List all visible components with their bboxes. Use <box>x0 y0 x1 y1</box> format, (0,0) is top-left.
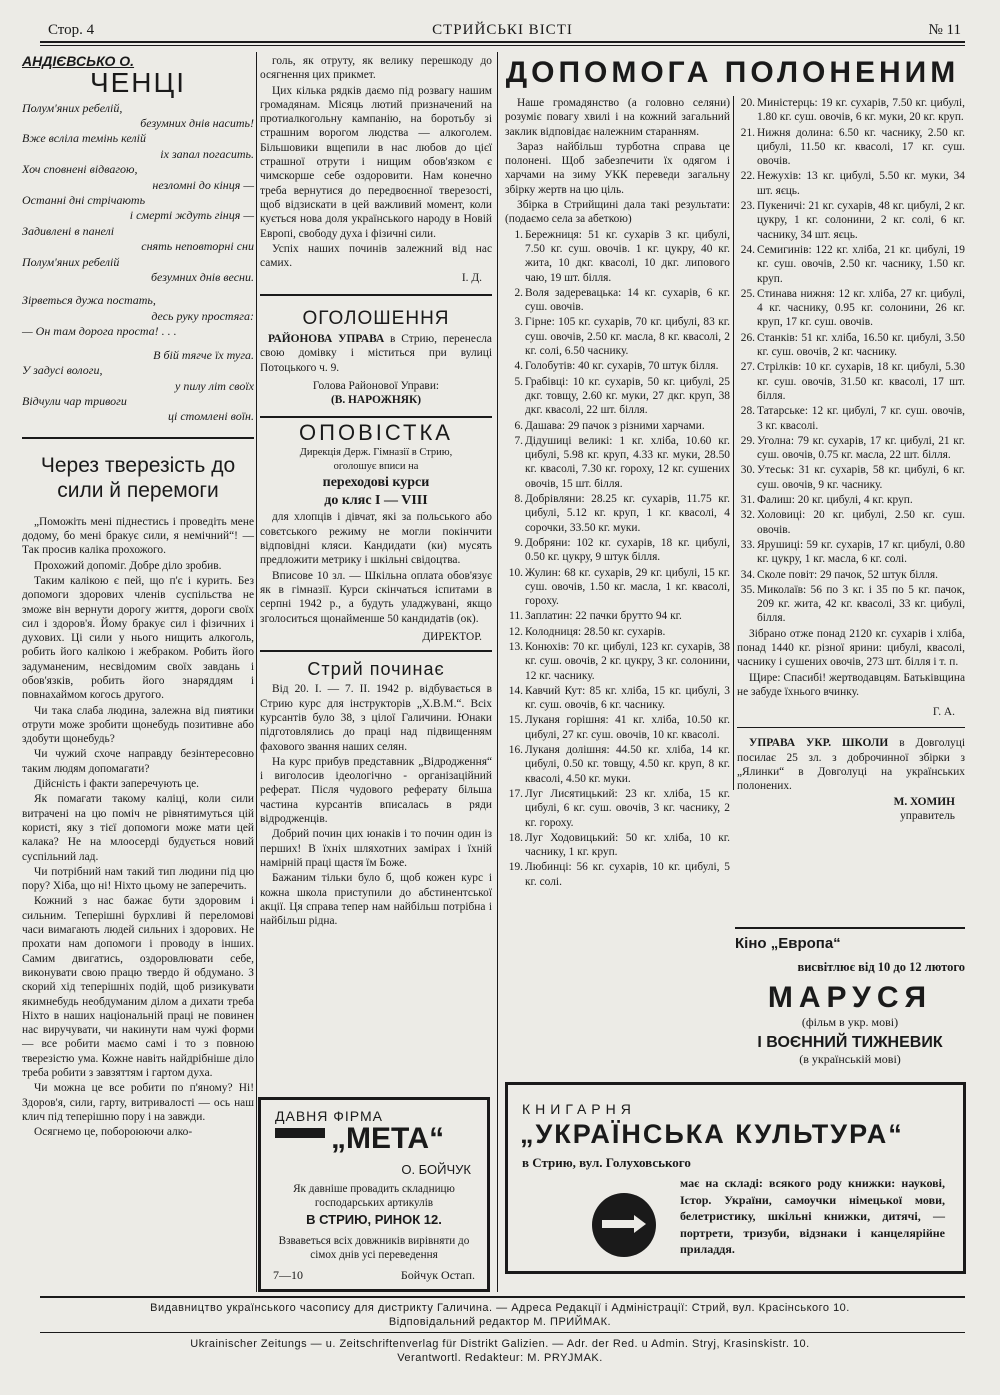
film-note: (фільм в укр. мові) <box>801 1015 899 1029</box>
poem-line: Відчули чар тривоги <box>22 393 127 408</box>
poem-author: АНДІЄВСЬКО О. <box>22 53 135 69</box>
section-rule <box>22 437 254 439</box>
notice-text: в Стрию, перенесла свою домівку і міститься при вулиці Потоцького ч. 9. <box>260 333 492 374</box>
aid-item-text: Жулин: 68 кг. сухарів, 29 кг. цибулі, 15 кг. суш. овочів, 1.50 кг. масла, 1 кг. квасолі, гороху. <box>525 566 730 608</box>
aid-item-number: 8. <box>514 493 523 506</box>
poem-stanza-gap <box>22 340 254 348</box>
aid-item-text: Луг Ходовицький: 50 кг. хліба, 10 кг. часнику, 1 кг. круп. <box>525 831 730 859</box>
paragraph: Таким калікою є пей, що п'є і курить. Без допомоги здорових членів суспільства не зможе він вернути дорогу життя, дороги своїх сил і здоров'я. Йому бракує сил і фізичних і духових. Ці сили у нього нищить алкоголь, робить його калікою і жебраком. Робить його задуманеним, несвідомим своїх завдань і обов'язків, робить його знаряддям і повнахаймом когось другого. <box>22 574 254 702</box>
advertisement-meta <box>258 1097 490 1292</box>
aid-item-number: 20. <box>740 97 755 109</box>
paragraph: Чи можна це все робити по п'яному? Ні! Здоров'я, сили, гарту, витривалості — ось наш клич під теперішню пору і на завжди. <box>22 1082 254 1123</box>
poem-line: Вже всліла темінь келій <box>22 131 146 146</box>
aid-item-text: Стрілків: 10 кг. сухарів, 18 кг. цибулі, 5.30 кг. суш. овочів, 31.50 кг. квасолі, 17 шт. білля. <box>757 361 965 402</box>
aid-list-item <box>737 169 965 198</box>
aid-item-text: Миністерць: 19 кг. сухарів, 7.50 кг. цибулі, 1.80 кг. суш. овочів, 6 кг. муки, 20 кг. круп. <box>757 97 965 124</box>
page-number: Стор. 4 <box>48 22 95 38</box>
aid-list-item <box>505 684 730 713</box>
cinema-dates: висвітлює від 10 до 12 лютого <box>797 960 965 974</box>
bookshop-address: в Стрию, вул. Голуховського <box>522 1155 691 1170</box>
school-name: УПРАВА УКР. ШКОЛИ <box>749 737 889 750</box>
film-title: МАРУСЯ <box>767 981 933 1014</box>
section-rule <box>737 727 965 728</box>
poem-line: у пилу літ своїх <box>175 378 254 393</box>
aid-list <box>737 96 965 626</box>
aid-list-item <box>505 625 730 639</box>
aid-list-item <box>737 331 965 360</box>
aid-item-number: 24. <box>740 243 755 256</box>
paragraph: Успіх наших починів залежний від нас самих. <box>260 242 492 270</box>
article-signature: І. Д. <box>461 272 482 285</box>
aid-item-text: Татарське: 12 кг. цибулі, 7 кг. суш. овочів, 3 кг. квасолі. <box>757 405 965 432</box>
paragraph: „Поможіть мені піднестись і проведіть мене додому, бо мені бракує сили, я немічний“! — Так просив калiка прохожого. <box>22 515 254 557</box>
aid-item-text: Дашава: 29 пачок з різними харчами. <box>525 419 705 432</box>
paragraph: Осягнемо це, побороюючи алко- <box>34 1126 193 1139</box>
aid-item-number: 23. <box>740 200 755 213</box>
cinema-name: Кіно „Европа“ <box>735 935 841 952</box>
aid-item-number: 2. <box>514 286 523 299</box>
aid-intro: Наше громадянство (а головно селяни) розуміє повагу хвилі і на кожний загальний заклик відповідає належним старанням. <box>505 97 730 138</box>
announcement-course: переходові курси <box>322 475 430 491</box>
aid-item-number: 4. <box>514 360 523 373</box>
aid-item-number: 12. <box>508 625 523 638</box>
poem-line: іх запал погасить. <box>160 146 254 161</box>
aid-item-number: 22. <box>740 170 755 183</box>
aid-item-text: Холовиці: 20 кг. цибулі, 2.50 кг. суш. овочів. <box>757 509 965 536</box>
school-signer: М. ХОМИН <box>893 795 955 808</box>
aid-intro: Збірка в Стрийщині дала такі результати: (подаємо села за абеткою) <box>505 199 730 226</box>
aid-list-item <box>737 568 965 582</box>
aid-item-text: Луканя горішня: 41 кг. хліба, 10.50 кг. цибулі, 27 кг. суш. овочів, 10 кг. квасолі. <box>525 714 730 741</box>
poem-line: Задивлені в панелі <box>22 223 115 238</box>
aid-item-number: 34. <box>740 568 755 581</box>
advertisement-bookshop <box>505 1082 966 1274</box>
aid-item-text: Сколе повіт: 29 пачок, 52 штук білля. <box>757 568 938 581</box>
ad-text: Як давніше провадить складницю господарських артикулів <box>293 1183 455 1209</box>
poem-line: Останні дні стрічають <box>22 193 146 208</box>
aid-item-number: 10. <box>508 566 523 579</box>
aid-list-item <box>505 860 730 889</box>
poem-line: Полум'яних ребелій, <box>22 100 123 115</box>
aid-list-item <box>737 96 965 125</box>
aid-list-item <box>505 228 730 285</box>
aid-list-item <box>505 640 730 683</box>
ad-place: В СТРИЮ, РИНОК 12. <box>306 1212 442 1227</box>
aid-item-text: Пукеничі: 21 кг. сухарів, 48 кг. цибулі, 2 кг. цукру, 1 кг. солонини, 2 кг. солі, 6 кг. часнику, 34 шт. яєць. <box>757 200 965 241</box>
aid-item-text: Нежухів: 13 кг. цибулі, 5.50 кг. муки, 34 шт. яєць. <box>757 170 965 197</box>
newsreel-note: (в українській мові) <box>799 1052 901 1066</box>
aid-list <box>505 228 730 889</box>
aid-item-text: Конюхів: 70 кг. цибулі, 123 кг. сухарів, 38 кг. суш. овочів, 2 кг. цукру, 3 кг. солонини, 12 кг. часнику. <box>525 640 730 682</box>
column-left <box>22 54 254 1140</box>
aid-item-number: 16. <box>508 744 523 757</box>
paragraph: Чи така слаба людина, залежна від пиятики отрути може зробити щонебудь позитивне або здобути щонебудь? <box>22 704 254 746</box>
aid-list-item <box>737 287 965 330</box>
aid-item-text: Луг Лисятицький: 23 кг. хліба, 15 кг. цибулі, 6 кг. суш. овочів, 3 кг. часнику, 2 кг. гороху. <box>525 787 730 829</box>
aid-list-item <box>505 609 730 623</box>
paragraph: Кожний з нас бажає бути здоровим і сильним. Теперішні бурхливі й переломові часи вимагають людей сильних і здорових. Не прохати нам допомоги і проводу в інших. Самим двигатись, оздоровлювати себе, виконувати свою працю твердо й обдумано. З скорий хід теперішніх подій, щоб ризикувати якимнебудь необдуманим ділом а дихати треба Ніхто в наших національній праці не повинен нас виручувати, чи накинути нам чужі форми — все робити маємо самі і то з повною тверезістю ума. Кожне навіть найдрібніше діло треба робити з завзяттям і гартом духа. <box>22 895 254 1079</box>
aid-item-text: Добрівляни: 28.25 кг. сухарів, 11.75 кг. цибулі, 5.12 кг. круп, 1 кг. квасолі, 4 сорочки, 33.50 кг. муки. <box>525 493 730 534</box>
paragraph: голь, як отруту, як велику перешкоду до осягнення цих прикмет. <box>260 55 492 82</box>
aid-item-text: Добряни: 102 кг. сухарів, 18 кг. цибулі, 0.50 кг. цукру, 9 штук білля. <box>525 536 730 564</box>
aid-list-item <box>737 538 965 567</box>
notice-org: РАЙОНОВА УПРАВА <box>268 333 385 346</box>
aid-list-item <box>737 493 965 507</box>
ad-signature: Бойчук Остап. <box>400 1268 475 1282</box>
aid-list-item <box>737 434 965 463</box>
aid-column-left <box>505 96 730 890</box>
announcement-text: Вписове 10 зл. — Шкільна оплата обов'язує як в гімназії. Курси скінчаться іспитами в серпні 1942 р., а будуть уладжувані, якщо зголоситься щонайменше 50 кандидатів (ок). <box>260 569 492 625</box>
aid-item-number: 17. <box>508 787 523 800</box>
aid-item-text: Стинава нижня: 12 кг. хліба, 27 кг. цибулі, 4 кг. часнику, 0.95 кг. солонини, 26 кг. круп, 17 кг. суш. овочів. <box>757 287 965 329</box>
aid-list-item <box>737 126 965 169</box>
footer-line: Verantwortl. Redakteur: M. PRYJMAK. <box>397 1352 603 1364</box>
aid-item-text: Луканя долішня: 44.50 кг. хліба, 14 кг. цибулі, 0.50 кг. товщу, 4.50 кг. круп, 8 кг. квасолі, 4.50 кг. муки. <box>525 744 730 785</box>
aid-item-number: 29. <box>740 434 755 447</box>
aid-item-number: 5. <box>514 375 523 388</box>
paragraph: Як помагати такому каліці, коли сили витрачені на цю поміч не рівнятимуться цій користі, яку з тієї допомоги може мати цей калака? Не на млоосерді будується новий суспільний лад. <box>22 793 254 863</box>
ad-owner: О. БОЙЧУК <box>401 1162 471 1177</box>
aid-item-number: 13. <box>508 640 523 653</box>
paragraph: На курс прибув представник „Відродження“ і виголосив ідеологічно - організаційний реферат. Після чудового реферату більша частина курсантів вписалась в ряди відродженців. <box>260 755 492 826</box>
school-role: управитель <box>900 809 955 822</box>
aid-list-item <box>505 566 730 609</box>
aid-item-text: Станків: 51 кг. хліба, 16.50 кг. цибулі, 3.50 кг. суш. овочів, 2 кг. часнику. <box>757 331 965 359</box>
aid-list-item <box>737 243 965 286</box>
aid-item-text: Миколаїв: 56 по 3 кг. і 35 по 5 кг. пачок, 209 кг. жита, 42 кг. квасолі, 33 кг. цибулі, білля. <box>757 583 965 625</box>
aid-item-number: 7. <box>514 434 523 447</box>
poem-line: безумних днів весни. <box>151 270 254 285</box>
ad-note: Взваветься всіх довжників вирівняти до сімох днів усі переведення <box>278 1235 470 1261</box>
aid-title: ДОПОМОГА ПОЛОНЕНИМ <box>505 56 960 89</box>
article-body <box>260 682 492 928</box>
aid-item-number: 19. <box>508 861 523 874</box>
aid-item-text: Дідушиці великі: 1 кг. хліба, 10.60 кг. цибулі, 5.98 кг. круп, 4.33 кг. муки, 28.50 кг. квасолі, 7.30 кг. гороху, 12 кг. сушених овочів, 15 шт. білля. <box>525 434 730 490</box>
aid-item-text: Любинці: 56 кг. сухарів, 10 кг. цибулі, 5 кг. солі. <box>525 861 730 888</box>
article-body <box>22 515 254 1140</box>
aid-item-number: 9. <box>514 536 523 549</box>
notice-sig-title: Голова Районової Управи: <box>312 379 440 392</box>
aid-item-number: 28. <box>740 405 755 418</box>
aid-item-text: Гірне: 105 кг. сухарів, 70 кг. цибулі, 83 кг. суш. овочів, 2.50 кг. масла, 8 кг. квасолі, 2 кг. солі, 6.50 часнику. <box>525 316 730 358</box>
announcement-classes: до кляс I — VIII <box>324 493 428 509</box>
paper-title: СТРИЙСЬКІ ВІСТІ <box>432 22 573 38</box>
aid-signature: Г. А. <box>932 706 955 719</box>
footer-rule <box>40 1296 965 1298</box>
issue-number: № 11 <box>928 22 961 38</box>
aid-item-text: Фалиш: 20 кг. цибулі, 4 кг. круп. <box>757 494 913 507</box>
poem-title: ЧЕНЦІ <box>89 67 187 99</box>
aid-item-number: 26. <box>740 331 755 344</box>
aid-item-text: Заплатин: 22 пачки брутто 94 кг. <box>525 610 682 623</box>
poem-line: десь руку простяга: <box>151 308 254 323</box>
poem-body <box>22 101 254 425</box>
aid-list-item <box>505 536 730 565</box>
cinema-ad <box>735 935 965 1067</box>
paragraph: Чи чужий схоче направду безінтересовно таким людям допомагати? <box>22 748 254 775</box>
bookshop-label: КНИГАРНЯ <box>522 1101 636 1117</box>
poem-line: У задусі вологи, <box>22 363 103 378</box>
paragraph: Бажаним тільки було б, щоб кожен курс і кожна школа приступили до абстинентської акції. Ця справа тепер нам найбільш потрібна і найбільш рідна. <box>260 872 492 928</box>
aid-item-number: 32. <box>740 509 755 522</box>
ad-firm-name: „МЕТА“ <box>331 1122 445 1155</box>
aid-list-item <box>737 508 965 537</box>
aid-list-item <box>737 583 965 626</box>
aid-item-number: 14. <box>508 684 523 697</box>
aid-item-number: 30. <box>740 464 755 477</box>
aid-item-text: Воля задеревацька: 14 кг. сухарів, 6 кг. суш. овочів. <box>525 286 730 314</box>
aid-list-item <box>505 787 730 830</box>
aid-item-number: 31. <box>740 494 755 507</box>
ad-code: 7—10 <box>273 1268 303 1282</box>
column-divider <box>256 52 257 1292</box>
aid-item-text: Семигинів: 122 кг. хліба, 21 кг. цибулі, 19 кг. суш. овочів, 2.50 кг. часнику, 1.50 кг. круп. <box>757 243 965 285</box>
aid-item-number: 21. <box>740 126 755 139</box>
aid-list-item <box>737 463 965 492</box>
poem-line: ці стомлені воїн. <box>167 409 254 424</box>
aid-item-text: Грабівці: 10 кг. сухарів, 50 кг. цибулі, 25 дкг. товщу, 2.60 кг. муки, 27 дкг. круп, 38 дкг. квасолі, 22 шт. білля. <box>525 375 730 417</box>
footer-rule <box>40 1332 965 1333</box>
aid-item-text: Кавчий Кут: 85 кг. хліба, 15 кг. цибулі, 3 кг. суш. овочів, 6 кг. часнику. <box>525 684 730 712</box>
ad-decor-bar <box>275 1128 325 1138</box>
aid-list-item <box>737 199 965 242</box>
announcement-line: оголошує вписи на <box>333 461 419 473</box>
paragraph: Від 20. І. — 7. ІІ. 1942 р. відбувається в Стрию курс для інструкторів „Х.В.М.“. Всіх курсантів було 38, з цілої Галичини. Юнаки підготовлялись до праці над підвищенням фахового звання наших селян. <box>260 683 492 753</box>
article-title: Через тверезість до сили й перемоги <box>40 453 236 502</box>
bookshop-text: має на складі: всякого роду книжки: наукові, Істор. України, самоучки німецької мови, белетристику, шкільні книжки, дитячі, — портрети, тризуби, відзнаки і канцелярійне приладдя. <box>680 1176 945 1256</box>
aid-list-item <box>505 375 730 418</box>
paragraph: Чи потрібний нам такий тип людини під цю пору? Хіба, що ні! Ніхто цьому не заперечить. <box>22 865 254 893</box>
announcement-text: для хлопців і дівчат, які за польського або совєтського режиму не могли покінчити відповідні кляси. Кандидати (ки) мусять предложити метрику і шкільні свідоцтва. <box>260 511 492 567</box>
poem-line: Хоч сповнені відвагою, <box>22 162 138 177</box>
aid-list-item <box>505 831 730 860</box>
footer-line: Відповідальний редактор М. ПРИЙМАК. <box>388 1316 612 1328</box>
announcement-title: ОПОВІСТКА <box>299 419 453 445</box>
article-continuation <box>260 54 492 270</box>
poem-line: снять неповторні сни <box>141 239 254 254</box>
aid-item-text: Голобутів: 40 кг. сухарів, 70 штук білля. <box>525 360 719 373</box>
aid-list-item <box>505 315 730 358</box>
aid-item-number: 33. <box>740 538 755 551</box>
column-middle <box>260 54 492 929</box>
header-rule <box>40 41 965 43</box>
announcement-signature: ДИРЕКТОР. <box>422 630 482 643</box>
section-rule <box>260 294 492 296</box>
aid-item-number: 27. <box>740 361 755 374</box>
aid-item-number: 1. <box>514 228 523 241</box>
page-header <box>40 22 965 42</box>
section-rule <box>260 650 492 652</box>
aid-item-number: 25. <box>740 287 755 300</box>
section-rule <box>735 927 965 929</box>
aid-column-right <box>737 96 965 823</box>
bookshop-name: „УКРАЇНСЬКА КУЛЬТУРА“ <box>520 1119 904 1149</box>
aid-item-number: 6. <box>514 419 523 432</box>
aid-item-text: Ярушиці: 59 кг. сухарів, 17 кг. цибулі, 0.80 кг. цукру, 1 кг. масла, 6 кг. солі. <box>757 538 965 566</box>
notice-title: ОГОЛОШЕННЯ <box>302 307 450 329</box>
poem-stanza-gap <box>22 285 254 293</box>
aid-item-number: 18. <box>508 831 523 844</box>
poem-line: — Он там дорога проста! . . . <box>22 324 177 339</box>
section-rule <box>260 416 492 418</box>
aid-list-item <box>505 359 730 373</box>
column-divider <box>497 52 498 1292</box>
aid-list-item <box>505 419 730 433</box>
aid-total: Зібрано отже понад 2120 кг. сухарів і хліба, понад 1440 кг. різної ярини: цибулі, квасолі, часнику і сушених овочів, 273 шт. білля і т. п. <box>737 627 965 669</box>
aid-list-item <box>505 286 730 315</box>
aid-item-number: 35. <box>740 583 755 596</box>
poem-line: Полум'яних ребелій <box>22 254 120 269</box>
announcement-intro: Дирекція Держ. Гімназії в Стрию, <box>299 446 453 458</box>
paragraph: Добрий почин цих юнаків і то почин один із перших! В їхніх шляхотних замірах і їхній намірній праці щастя їм Боже. <box>260 828 492 869</box>
article-title: Стрий починає <box>307 659 445 680</box>
aid-item-text: Уголна: 79 кг. сухарів, 17 кг. цибулі, 21 кг. суш. овочів, 0.75 кг. масла, 22 шт. білля. <box>757 434 965 462</box>
poem-line: Зірветься дужа постать, <box>22 293 156 308</box>
poem-line: безумних днів насить! <box>140 116 254 130</box>
aid-item-text: Утеськ: 31 кг. сухарів, 58 кг. цибулі, 6 кг. суш. овочів, 9 кг. часнику. <box>757 464 965 491</box>
school-text: в Довголуці посилає 25 зл. з доброчинної збірки з „Ялинки“ в Довголуці на українських полонених. <box>737 737 965 793</box>
ad-firm-label: ДАВНЯ ФІРМА <box>275 1108 383 1124</box>
aid-item-number: 3. <box>514 316 523 329</box>
notice-sig-name: (В. НАРОЖНЯК) <box>330 394 422 407</box>
footer-line: Ukrainischer Zeitungs — u. Zeitschriftenverlag für Distrikt Galizien. — Adr. der Red. u Admin. Stryj, Krasinskistr. 10. <box>190 1338 810 1350</box>
aid-list-item <box>505 713 730 742</box>
aid-item-text: Колодниця: 28.50 кг. сухарів. <box>525 625 666 638</box>
aid-list-item <box>505 492 730 535</box>
paragraph: Прохожий допоміг. Добре діло зробив. <box>34 559 222 572</box>
aid-item-number: 15. <box>508 714 523 727</box>
aid-list-item <box>737 360 965 403</box>
paragraph: Дійсність і факти заперечують це. <box>34 778 200 791</box>
aid-list-item <box>737 404 965 433</box>
poem-line: В бій тягче їх туга. <box>153 347 254 362</box>
aid-list-item <box>505 434 730 491</box>
column-divider <box>733 96 734 790</box>
aid-item-text: Бережниця: 51 кг. сухарів 3 кг. цибулі, 7.50 кг. суш. овочів. 1 кг. цукру, 40 кг. жита, 10 дкг. квасолі, 10 дкг. липового чаю, 19 шт. білля. <box>525 228 730 284</box>
bookshop-logo-icon <box>592 1193 656 1257</box>
aid-list-item <box>505 743 730 786</box>
aid-item-text: Нижня долина: 6.50 кг. часнику, 2.50 кг. цибулі, 11.50 кг. квасолі, 17 кг. суш. овочів. <box>757 126 965 168</box>
poem-line: і смерті ждуть гінця — <box>129 208 254 223</box>
paragraph: Цих кілька рядків даємо під розвагу нашим громадянам. Місяць лютий призначений на протиалкогольну кампанію, на боротьбу зі страшним ворогом людства — алкоголем. Більшовики вщепили в нас любов до цієї страшної отрути і нищим обов'язком є чимскорше себе оздоровити. Нам конечно треба вернутися до передвоєнної тверезості, щоб відзискати в цей важливий момент, коли кується нова доля українського народу в Новій Европі, свободу духа і фізичні сили. <box>260 84 492 240</box>
aid-item-number: 11. <box>509 610 523 623</box>
aid-thanks: Щире: Спасибі! жертводавцям. Батьківщина не забуде їхнього вчинку. <box>737 671 965 698</box>
newsreel-title: І ВОЄННИЙ ТИЖНЕВИК <box>757 1034 943 1051</box>
poem-line: незломні до кінця — <box>152 177 254 192</box>
footer-line: Видавництво українського часопису для дистрикту Галичина. — Адреса Редакції і Адміністрації: Стрий, вул. Красінського 10. <box>150 1302 850 1314</box>
aid-intro: Зараз найбільш турботна справа це полонені. Щоб забезпечити їх одягом і харчами на зиму УКК переведи загальну збірку жертв на цю ціль. <box>505 140 730 196</box>
header-rule-thin <box>40 45 965 46</box>
